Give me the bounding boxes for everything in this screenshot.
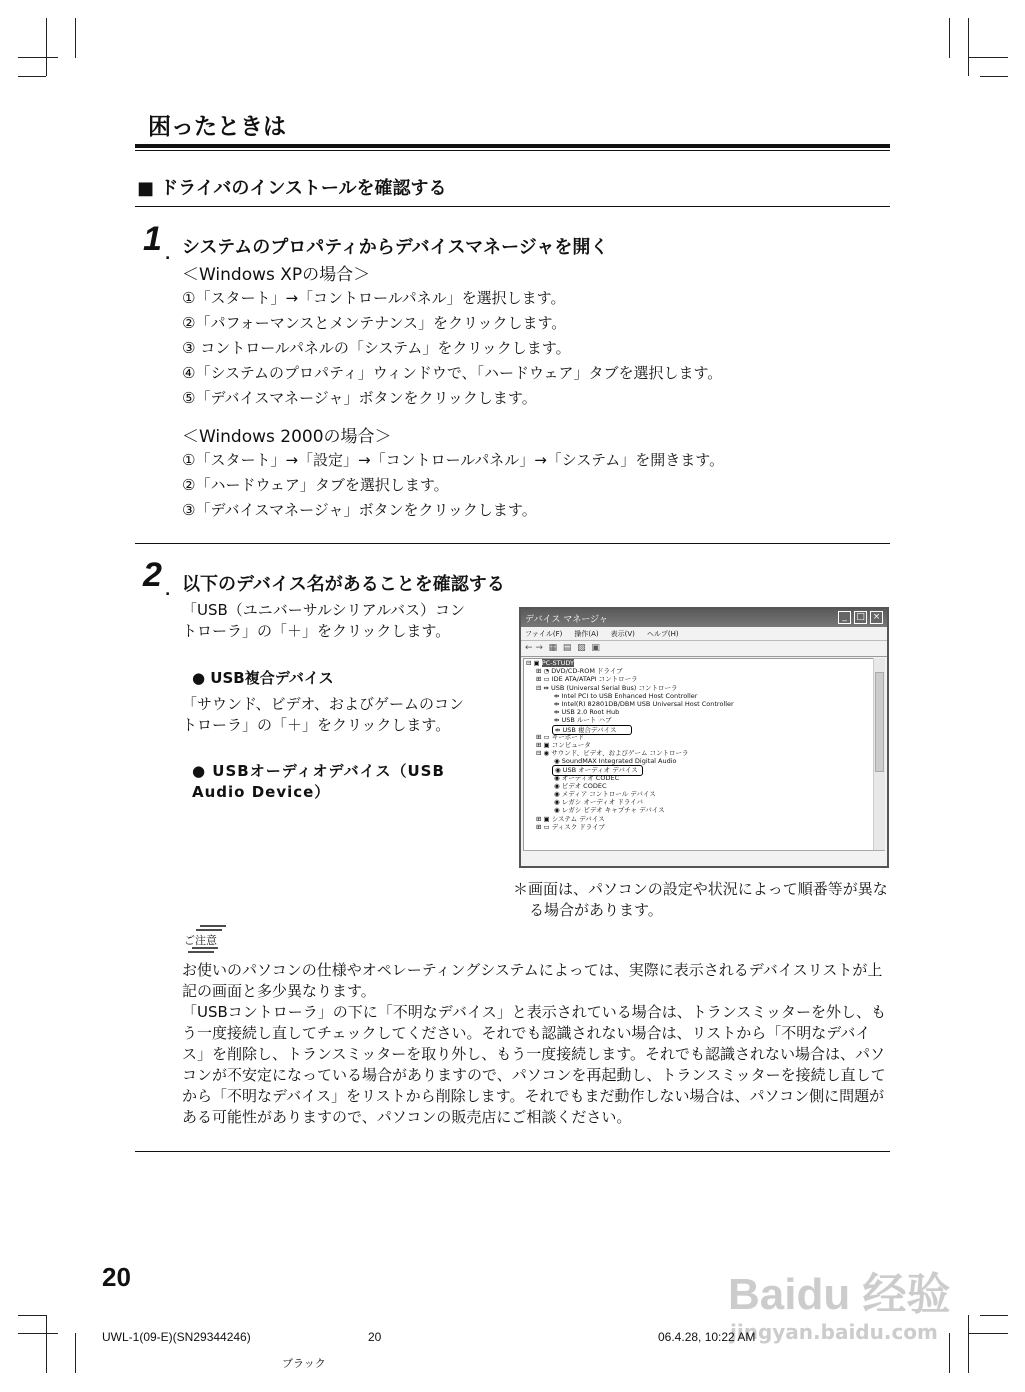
- list-item: ⑤「デバイスマネージャ」ボタンをクリックします。: [182, 389, 537, 407]
- step-title: システムのプロパティからデバイスマネージャを開く: [182, 237, 609, 258]
- step-number: 1: [143, 220, 162, 258]
- crop-mark: [968, 1315, 969, 1373]
- footer-date: 06.4.28, 10:22 AM: [658, 1330, 756, 1344]
- crop-mark: [949, 1333, 950, 1373]
- footer-color: ブラック: [282, 1357, 326, 1370]
- crop-mark: [18, 1333, 58, 1334]
- divider: [135, 206, 890, 207]
- scrollbar: [873, 658, 885, 851]
- menu-item: ファイル(F): [525, 630, 563, 638]
- caution-text: 「USBコントローラ」の下に「不明なデバイス」と表示されている場合は、トランスミッターを外し、もう一度接続し直してチェックしてください。それでも認識されない場合は、リストから「不明なデバイス」を削除し、トランスミッターを取り外し、もう一度接続します。それでも認識されない場合は、パソコンが不安定になっている場合がありますので、パソコンを再起動し、トランスミッターを接続し直してから「不明なデバイス」をリストから削除します。それでもまだ動作しない場合は、パソコン側に問題がある可能性がありますので、パソコンの販売店にご相談ください。: [182, 1003, 886, 1126]
- page-number: 20: [102, 1262, 131, 1292]
- os-heading: ＜Windows XPの場合＞: [182, 265, 371, 285]
- list-item: ②「パフォーマンスとメンテナンス」をクリックします。: [182, 314, 567, 332]
- crop-mark: [75, 1333, 76, 1373]
- menu-item: 操作(A): [574, 630, 599, 638]
- footer-page: 20: [368, 1330, 382, 1344]
- step-title: 以下のデバイス名があることを確認する: [182, 574, 505, 595]
- title-rule: [135, 150, 890, 151]
- footer-code: UWL-1(09-E)(SN29344246): [102, 1330, 251, 1344]
- menu-item: ヘルプ(H): [646, 630, 679, 638]
- crop-mark: [980, 76, 1008, 77]
- device-name: ● USB複合デバイス: [192, 669, 334, 687]
- page-title: 困ったときは: [148, 114, 286, 140]
- step-number: 2: [143, 556, 162, 594]
- divider: [135, 1151, 890, 1152]
- crop-mark: [968, 57, 1008, 58]
- instruction: 「USB（ユニバーサルシリアルバス）コントローラ」の「＋」をクリックします。: [182, 601, 466, 640]
- device-manager-screenshot: デバイス マネージャ _ □ × ファイル(F) 操作(A) 表示(V) ヘルプ(H) ← → ▦ ▤ ▨ ▣ ⊟ ▣ PC-STUDY ⊞ ◔ DVD/CD-ROM ドライブ ⊞ ▭ IDE ATA/ATAPI コントローラ ⊟ ⇹ USB (Universal Serial Bus) コントローラ ⇹ Intel PCI to USB Enhanced Host Controller ⇹ Intel(R) 82801DB/DBM USB Universal Host Controller ⇹ USB 2.0 Root Hub ⇹ USB ルート ハブ ⇹ USB 複合デバイス ⊞ ▭ キーボード ⊞ ▣ コンピュータ ⊟ ◉ サウンド、ビデオ、およびゲーム コントローラ ◉ SoundMAX Integrated Digital Audio ◉ USB オーディオ デバイス ◉ オーディオ CODEC ◉ ビデオ CODEC ◉ メディア コントロール デバイス ◉ レガシ オーディオ ドライバ ◉ レガシ ビデオ キャプチャ デバイス ⊞ ▣ システム デバイス ⊞ ▭ ディスク ドライブ: [519, 607, 889, 868]
- caution-icon: [182, 924, 230, 954]
- list-item: ③「デバイスマネージャ」ボタンをクリックします。: [182, 501, 537, 519]
- instruction: 「サウンド、ビデオ、およびゲームのコントローラ」の「＋」をクリックします。: [182, 695, 465, 734]
- list-item: ①「スタート」→「コントロールパネル」を選択します。: [182, 289, 566, 307]
- list-item: ①「スタート」→「設定」→「コントロールパネル」→「システム」を開きます。: [182, 451, 725, 469]
- divider: [135, 543, 890, 544]
- crop-mark: [46, 18, 47, 76]
- crop-mark: [980, 1315, 1008, 1316]
- window-title: デバイス マネージャ: [525, 615, 608, 625]
- list-item: ④「システムのプロパティ」ウィンドウで、「ハードウェア」タブを選択します。: [182, 364, 723, 382]
- crop-mark: [968, 18, 969, 76]
- watermark-url: jingyan.baidu.com: [730, 1320, 938, 1344]
- caution-label: ご注意: [184, 934, 217, 947]
- toolbar: ← → ▦ ▤ ▨ ▣: [521, 641, 887, 657]
- caution-text: お使いのパソコンの仕様やオペレーティングシステムによっては、実際に表示されるデバイスリストが上記の画面と多少異なります。: [182, 961, 883, 1000]
- device-name: ● USBオーディオデバイス（USB Audio Device）: [192, 762, 445, 801]
- menu-item: 表示(V): [610, 630, 635, 638]
- list-item: ②「ハードウェア」タブを選択します。: [182, 476, 449, 494]
- title-rule: [135, 144, 890, 148]
- crop-mark: [18, 1315, 46, 1316]
- crop-mark: [18, 76, 46, 77]
- crop-mark: [18, 57, 58, 58]
- crop-mark: [46, 1315, 47, 1373]
- crop-mark: [968, 1333, 1008, 1334]
- section-title: ■ ドライバのインストールを確認する: [137, 178, 447, 199]
- list-item: ③ コントロールパネルの「システム」をクリックします。: [182, 339, 571, 357]
- crop-mark: [75, 18, 76, 58]
- device-tree: ⊟ ▣ PC-STUDY ⊞ ◔ DVD/CD-ROM ドライブ ⊞ ▭ IDE ATA/ATAPI コントローラ ⊟ ⇹ USB (Universal Serial Bus) コントローラ ⇹ Intel PCI to USB Enhanced Host Controller ⇹ Intel(R) 82801DB/DBM USB Universal Host Controller ⇹ USB 2.0 Root Hub ⇹ USB ルート ハブ ⇹ USB 複合デバイス ⊞ ▭ キーボード ⊞ ▣ コンピュータ ⊟ ◉ サウンド、ビデオ、およびゲーム コントローラ ◉ SoundMAX Integrated Digital Audio ◉ USB オーディオ デバイス ◉ オーディオ CODEC ◉ ビデオ CODEC ◉ メディア コントロール デバイス ◉ レガシ オーディオ ドライバ ◉ レガシ ビデオ キャプチャ デバイス ⊞ ▣ システム デバイス ⊞ ▭ ディスク ドライブ: [523, 658, 875, 851]
- watermark-logo: Baidu 经验: [728, 1270, 951, 1319]
- os-heading: ＜Windows 2000の場合＞: [182, 427, 392, 447]
- screenshot-note: ＊画面は、パソコンの設定や状況によって順番等が異なる場合があります。: [513, 880, 888, 919]
- crop-mark: [949, 18, 950, 58]
- status-bar: [523, 850, 885, 864]
